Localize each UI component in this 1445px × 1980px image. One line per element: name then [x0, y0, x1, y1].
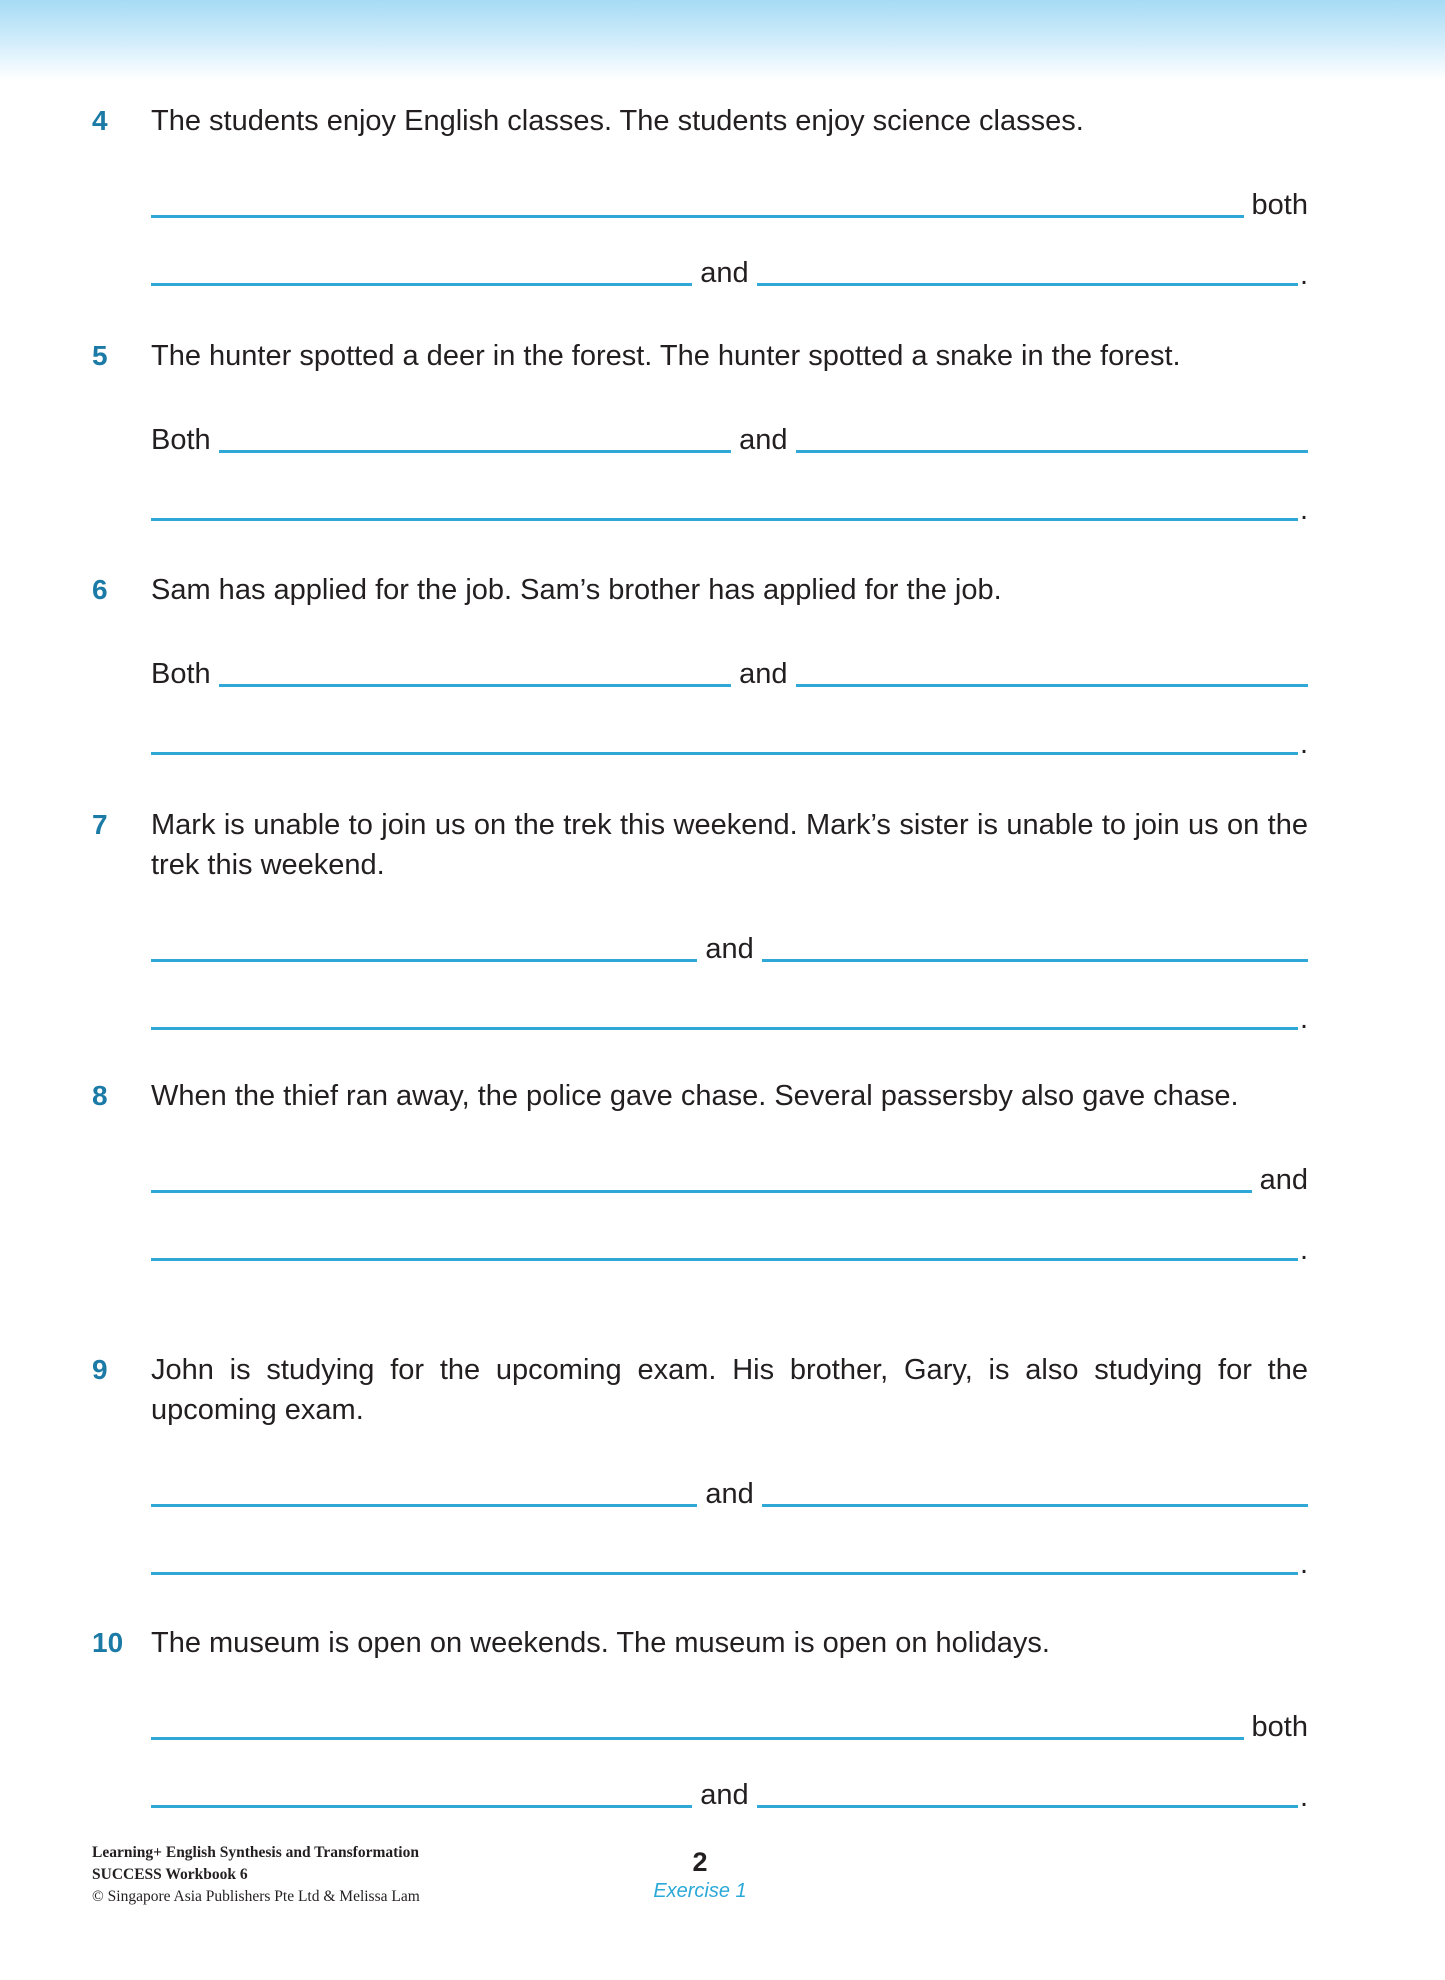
question-number: 8 [92, 1080, 108, 1111]
answer-row [151, 413, 1308, 456]
answer-row [151, 246, 1309, 291]
question-10 [0, 1623, 1445, 1813]
sentence-period: . [1299, 1003, 1308, 1035]
answer-blank-line[interactable] [151, 518, 1298, 521]
question-number: 5 [92, 340, 108, 371]
connector-word: and [739, 424, 788, 456]
answer-blank-line[interactable] [762, 959, 1308, 962]
question-text: John is studying for the upcoming exam. His brother, Gary, is also studying for the upcoming exam. [151, 1354, 1308, 1426]
footer-copyright: © Singapore Asia Publishers Pte Ltd & Melissa Lam [92, 1888, 420, 1905]
answer-row [151, 1768, 1309, 1813]
sentence-period: . [1299, 494, 1308, 526]
connector-word: both [1251, 1711, 1308, 1743]
answer-blank-line[interactable] [151, 1258, 1298, 1261]
answer-blank-line[interactable] [151, 752, 1298, 755]
question-number: 9 [92, 1354, 108, 1385]
answer-row [151, 990, 1308, 1035]
question-8 [0, 1076, 1445, 1266]
question-text: The students enjoy English classes. The students enjoy science classes. [151, 105, 1084, 137]
answer-blank-line[interactable] [796, 684, 1308, 687]
answer-blank-line[interactable] [151, 1504, 697, 1507]
answer-row [151, 647, 1308, 690]
answer-blank-line[interactable] [796, 450, 1308, 453]
answer-row [151, 715, 1308, 760]
connector-word: and [700, 1779, 749, 1811]
question-5 [0, 336, 1445, 526]
answer-blank-line[interactable] [151, 959, 697, 962]
question-number: 6 [92, 574, 108, 605]
answer-row [151, 922, 1308, 965]
answer-row [151, 1153, 1308, 1196]
answer-blank-line[interactable] [151, 1737, 1244, 1740]
header-band [0, 0, 1445, 80]
answer-blank-line[interactable] [757, 1805, 1298, 1808]
answer-blank-line[interactable] [151, 215, 1244, 218]
exercise-label: Exercise 1 [653, 1880, 747, 1902]
connector-word: and [700, 257, 749, 289]
answer-blank-line[interactable] [762, 1504, 1308, 1507]
sentence-period: . [1299, 1781, 1309, 1813]
connector-word: and [705, 933, 754, 965]
connector-word: and [1259, 1164, 1308, 1196]
question-number: 4 [92, 105, 108, 136]
connector-word: and [739, 658, 788, 690]
answer-row [151, 1467, 1308, 1510]
answer-row [151, 1535, 1308, 1580]
answer-row [151, 1700, 1308, 1743]
question-7 [0, 805, 1445, 1035]
answer-blank-line[interactable] [151, 283, 692, 286]
answer-blank-line[interactable] [151, 1805, 692, 1808]
answer-blank-line[interactable] [219, 450, 731, 453]
connector-word: Both [151, 424, 211, 456]
question-number: 7 [92, 809, 108, 840]
question-text: The museum is open on weekends. The museum is open on holidays. [151, 1627, 1050, 1659]
sentence-period: . [1299, 728, 1308, 760]
answer-row [151, 178, 1308, 221]
connector-word: both [1251, 189, 1308, 221]
footer-credits [92, 1842, 420, 1908]
answer-blank-line[interactable] [151, 1190, 1252, 1193]
question-4 [0, 101, 1445, 291]
question-6 [0, 570, 1445, 760]
sentence-period: . [1299, 1548, 1308, 1580]
connector-word: Both [151, 658, 211, 690]
answer-blank-line[interactable] [757, 283, 1298, 286]
question-number: 10 [92, 1627, 124, 1658]
question-text: When the thief ran away, the police gave chase. Several passersby also gave chase. [151, 1080, 1239, 1112]
question-9 [0, 1350, 1445, 1580]
question-text: Sam has applied for the job. Sam’s brother has applied for the job. [151, 574, 1002, 606]
question-text: Mark is unable to join us on the trek this weekend. Mark’s sister is unable to join us on the trek this weekend. [151, 809, 1308, 881]
answer-row [151, 481, 1308, 526]
connector-word: and [705, 1478, 754, 1510]
answer-blank-line[interactable] [151, 1027, 1298, 1030]
footer-workbook: SUCCESS Workbook 6 [92, 1866, 248, 1883]
page-number: 2 [692, 1847, 708, 1877]
answer-row [151, 1221, 1308, 1266]
question-text: The hunter spotted a deer in the forest. The hunter spotted a snake in the forest. [151, 340, 1181, 372]
footer-book-title: Learning+ English Synthesis and Transformation [92, 1844, 419, 1861]
sentence-period: . [1299, 259, 1309, 291]
answer-blank-line[interactable] [219, 684, 731, 687]
answer-blank-line[interactable] [151, 1572, 1298, 1575]
sentence-period: . [1299, 1234, 1308, 1266]
